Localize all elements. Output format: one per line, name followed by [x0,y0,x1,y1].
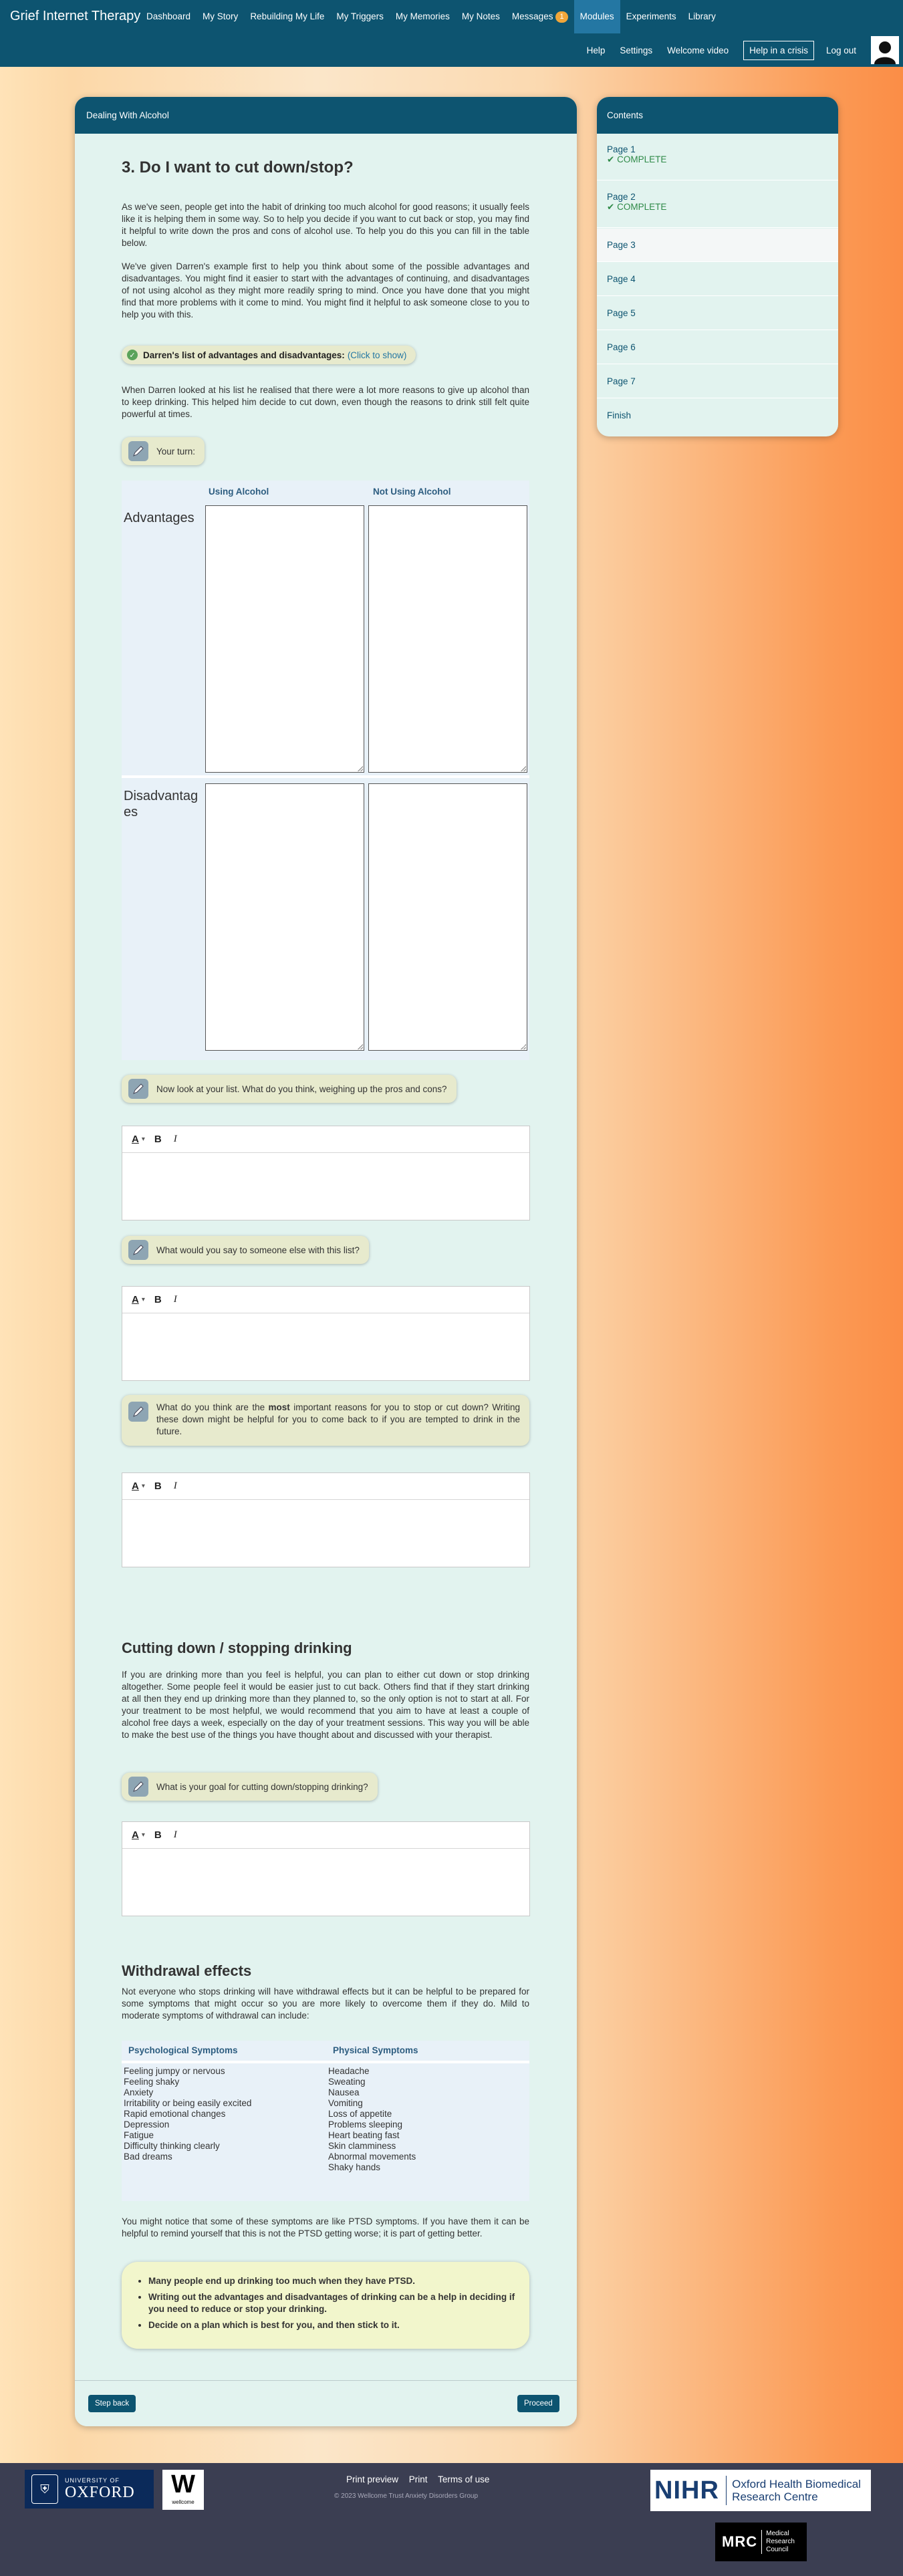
logout-link[interactable]: Log out [825,45,856,55]
list-item: Vomiting [328,2098,363,2108]
nihr-logo-text: Oxford Health Biomedical Research Centre [732,2478,861,2503]
mrc-logo [715,2523,807,2561]
module-title: Dealing With Alcohol [75,97,577,134]
advantages-not-using-textarea[interactable] [368,505,527,773]
advantages-using-textarea[interactable] [205,505,364,773]
contents-page-3[interactable]: Page 3 [597,229,838,262]
important-reasons-answer-editor[interactable] [122,1472,530,1567]
darren-paragraph: When Darren looked at his list he realised that there were a lot more reasons to give up alcohol than to keep drinking. This helped him decide to cut down, even though the reasons to drink still felt quite powerful at times. [122,385,529,419]
question-someone-else-prompt [122,1236,369,1264]
nav-rebuilding-my-life[interactable]: Rebuilding My Life [250,11,325,21]
italic-button[interactable]: I [173,1480,177,1491]
wellcome-logo: W wellcome [162,2470,204,2510]
footer-links [346,2474,497,2484]
darren-list-label: Darren's list of advantages and disadvantages: [143,350,345,360]
chevron-down-icon[interactable]: ▾ [141,1296,145,1303]
italic-button[interactable]: I [173,1294,177,1305]
physical-symptoms-header: Physical Symptoms [333,2045,418,2055]
italic-button[interactable]: I [173,1829,177,1840]
contents-panel [597,97,838,436]
list-item: Skin clamminess [328,2141,396,2151]
proceed-button[interactable]: Proceed [517,2395,559,2412]
cutting-down-paragraph: If you are drinking more than you feel is helpful, you can plan to either cut down or stop drinking altogether. Some people feel it would be easier just to cut back. Others find that if they start drinking at all then they end up drinking more than they planned to, so the only option is not to start at all. For your treatment to be most helpful, we would recommend that you aim to have at least a couple of alcohol free days a week, especially on the day of your treatment sessions. This way you will be able to make the best use of the things you have thought about and discussed with your therapist. [122,1670,529,1740]
withdrawal-heading: Withdrawal effects [122,1962,252,1979]
q3-text-start: What do you think are the [156,1402,269,1412]
list-item: Loss of appetite [328,2109,392,2119]
contents-page-1[interactable] [597,134,838,180]
bold-button[interactable]: B [154,1829,162,1841]
editor-toolbar [122,1473,529,1500]
terms-of-use-link[interactable]: Terms of use [438,2474,490,2484]
italic-button[interactable]: I [173,1134,177,1144]
contents-page-7[interactable]: Page 7 [597,365,838,398]
nav-messages[interactable] [506,0,574,33]
contents-finish[interactable]: Finish [607,410,632,420]
font-color-button[interactable]: A [132,1480,139,1492]
crest-icon: ⛨ [31,2474,58,2504]
list-item: Sweating [328,2077,366,2087]
messages-count-badge: 1 [555,11,567,23]
key-point: • Many people end up drinking too much when they have PTSD. [148,2275,516,2287]
disadvantages-using-textarea[interactable] [205,783,364,1051]
mrc-logo-line: Research [766,2538,795,2545]
nav-library[interactable]: Library [688,11,716,21]
oxford-logo [25,2470,154,2508]
user-avatar-icon[interactable] [871,36,899,64]
key-point: • Writing out the advantages and disadvantages of drinking can be a help in deciding if you need to reduce or stop your drinking. [148,2291,516,2315]
question-important-reasons-prompt [122,1395,529,1446]
psychological-symptoms-list [124,2066,251,2162]
click-to-show-link[interactable]: (Click to show) [347,350,407,360]
settings-link[interactable]: Settings [620,45,653,55]
contents-page-5[interactable]: Page 5 [597,297,838,330]
list-item: Feeling jumpy or nervous [124,2066,225,2076]
nav-my-triggers[interactable]: My Triggers [336,11,384,21]
bold-button[interactable]: B [154,1294,162,1305]
help-link[interactable]: Help [586,45,606,55]
list-item: Headache [328,2066,370,2076]
mrc-logo-line: Council [766,2546,789,2553]
symptoms-divider [122,2061,529,2063]
row-label-advantages: Advantages [124,511,195,525]
pen-icon [128,1079,148,1099]
physical-symptoms-list [328,2066,416,2173]
list-item: Depression [124,2119,170,2130]
nav-my-memories[interactable]: My Memories [395,11,450,21]
table-divider [122,775,529,778]
pen-icon [128,1777,148,1797]
step-back-button[interactable]: Step back [88,2395,136,2412]
contents-page-label: Page 2 [607,192,636,202]
help-in-crisis-button[interactable]: Help in a crisis [743,41,814,60]
editor-toolbar [122,1126,529,1153]
checkmark-icon: ✔ [607,154,615,164]
cutting-down-heading: Cutting down / stopping drinking [122,1640,352,1656]
page-heading: 3. Do I want to cut down/stop? [122,158,354,176]
list-item: Feeling shaky [124,2077,180,2087]
print-link[interactable]: Print [408,2474,428,2484]
contents-page-6[interactable]: Page 6 [597,331,838,364]
secondary-nav [587,33,903,67]
contents-page-label: Page 1 [607,144,636,154]
copyright: © 2023 Wellcome Trust Anxiety Disorders Group [334,2492,479,2500]
someone-else-answer-editor[interactable] [122,1286,530,1381]
psychological-symptoms-header: Psychological Symptoms [128,2045,238,2055]
welcome-video-link[interactable]: Welcome video [667,45,729,55]
main-nav [140,0,722,33]
mrc-logo-line: Medical [766,2530,789,2537]
oxford-logo-big: OXFORD [65,2483,135,2501]
goal-answer-editor[interactable] [122,1821,530,1916]
list-item: Problems sleeping [328,2119,403,2130]
darren-list-toggle[interactable] [122,346,416,364]
key-point: • Decide on a plan which is best for you, and then stick to it. [148,2319,516,2331]
checkmark-icon: ✔ [607,202,615,212]
list-item: Rapid emotional changes [124,2109,226,2119]
column-header-not-using: Not Using Alcohol [373,487,451,497]
app-title[interactable]: Grief Internet Therapy [10,9,141,23]
check-circle-icon: ✓ [127,350,138,360]
withdrawal-paragraph: Not everyone who stops drinking will have withdrawal effects but it can be helpful to be prepared for some symptoms that might occur so you are more likely to overcome them if they do. Mild to moderate symptoms of withdrawal can include: [122,1986,529,2021]
list-item: Fatigue [124,2130,154,2140]
top-navbar [0,0,903,67]
list-item: Anxiety [124,2087,154,2097]
key-points-box [122,2262,529,2349]
footer-divider [75,2380,577,2381]
bold-button[interactable]: B [154,1480,162,1492]
list-item: Abnormal movements [328,2152,416,2162]
nav-messages-label: Messages [511,11,553,21]
editor-toolbar [122,1822,529,1849]
chevron-down-icon[interactable]: ▾ [141,1136,145,1143]
complete-label: COMPLETE [617,202,667,212]
font-color-button[interactable]: A [132,1294,139,1305]
pen-icon [128,1402,148,1422]
font-color-button[interactable]: A [132,1134,139,1145]
list-item: Bad dreams [124,2152,172,2162]
print-preview-link[interactable]: Print preview [346,2474,399,2484]
q3-text-end: important reasons for you to stop or cut down? Writing these down might be helpful for you to come back to if you are tempted to drink in the future. [156,1402,520,1436]
your-turn-prompt [122,437,205,465]
chevron-down-icon[interactable]: ▾ [141,1483,145,1490]
bold-button[interactable]: B [154,1134,162,1145]
complete-status [607,154,838,165]
list-item: Difficulty thinking clearly [124,2141,220,2151]
pen-icon [128,1240,148,1260]
question-weighing-prompt [122,1075,457,1103]
symptoms-table [122,2041,529,2201]
nav-modules[interactable]: Modules [574,0,620,33]
nav-dashboard[interactable]: Dashboard [146,11,191,21]
list-item: Nausea [328,2087,360,2097]
list-item: Heart beating fast [328,2130,400,2140]
nav-my-story[interactable]: My Story [203,11,239,21]
site-footer [0,2463,903,2576]
disadvantages-not-using-textarea[interactable] [368,783,527,1051]
editor-toolbar [122,1287,529,1313]
complete-status [607,202,838,213]
nav-experiments[interactable]: Experiments [626,11,676,21]
contents-page-4[interactable]: Page 4 [597,263,838,296]
nihr-logo [650,2470,871,2511]
intro-paragraph-1: As we've seen, people get into the habit of drinking too much alcohol for good reasons; it usually feels like it is helping them in some way. So to help you decide if you want to cut back or stop, you may find it helpful to write down the pros and cons of alcohol use. To help you do this you can fill in the table below. [122,202,529,248]
font-color-button[interactable]: A [132,1829,139,1841]
mrc-logo-mark: MRC [722,2533,758,2550]
nihr-logo-mark: NIHR [654,2476,719,2504]
list-item: Shaky hands [328,2162,381,2172]
pros-cons-table [122,481,529,1060]
contents-page-2[interactable] [597,181,838,228]
wellcome-logo-text: wellcome [172,2499,195,2505]
question-goal-text: What is your goal for cutting down/stopping drinking? [156,1781,368,1792]
nav-my-notes[interactable]: My Notes [461,11,500,21]
intro-paragraph-2: We've given Darren's example first to help you think about some of the possible advantages and disadvantages. You might find it easier to start with the advantages of continuing, and disadvantages of not using alcohol as they might more readily spring to mind. Once you have done that you might find that more problems with it come to mind. You might find it helpful to ask someone close to you to help you with this. [122,261,529,319]
pen-icon [128,441,148,461]
weighing-answer-editor[interactable] [122,1126,530,1220]
question-important-reasons-text [156,1402,520,1438]
column-header-using: Using Alcohol [209,487,269,497]
contents-title: Contents [597,97,838,134]
question-goal-prompt [122,1773,378,1801]
list-item: Irritability or being easily excited [124,2098,252,2108]
complete-label: COMPLETE [617,154,667,164]
chevron-down-icon[interactable]: ▾ [141,1831,145,1839]
module-card [75,97,577,2426]
question-someone-else-text: What would you say to someone else with this list? [156,1245,360,1255]
ptsd-paragraph: You might notice that some of these symptoms are like PTSD symptoms. If you have them it can be helpful to remind yourself that this is not the PTSD getting worse; it is part of getting better. [122,2216,529,2238]
question-weighing-text: Now look at your list. What do you think, weighing up the pros and cons? [156,1083,447,1094]
row-label-disadvantages: Disadvantages [124,789,199,819]
your-turn-label: Your turn: [156,446,196,457]
oxford-logo-small: UNIVERSITY OF [65,2476,120,2484]
q3-text-bold: most [268,1402,290,1412]
